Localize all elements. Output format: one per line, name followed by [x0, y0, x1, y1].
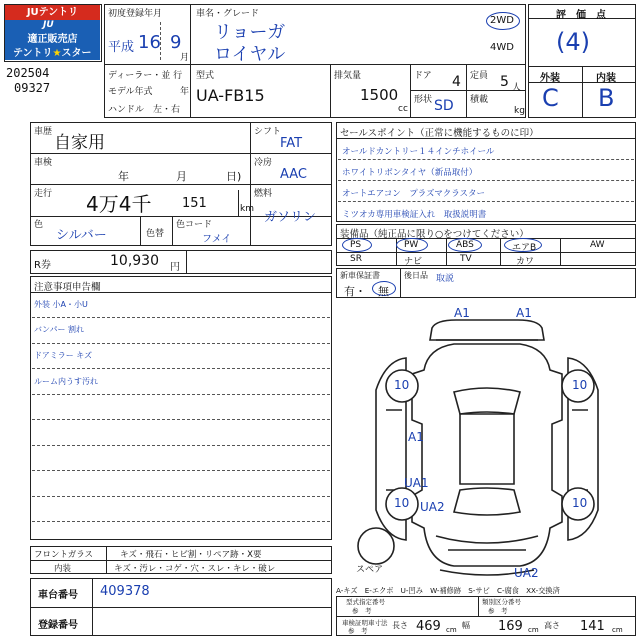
tire-front-right: 10: [572, 378, 588, 392]
width-value: 169: [498, 619, 523, 634]
model-label: 型式: [196, 71, 215, 81]
stock-number: [6, 66, 50, 96]
model-year-label: モデル年式: [108, 87, 153, 97]
selling-points-label: セールスポイント（正常に機能するものに印）: [340, 128, 539, 139]
header-box: [104, 4, 526, 118]
car-grade: ロイヤル: [214, 44, 286, 65]
score-value: (4): [556, 28, 590, 56]
history-value: 自家用: [54, 133, 105, 153]
logo: [4, 4, 102, 62]
kg-unit: kg: [514, 106, 525, 116]
color-change-label: 色替: [146, 229, 165, 239]
equip-pw: PW: [404, 240, 419, 250]
car-name: リョーガ: [214, 22, 286, 43]
note-3: ドアミラー キズ: [34, 351, 93, 360]
width-label: 幅: [462, 621, 470, 630]
manual-value: 取説: [436, 274, 455, 284]
logo-badge: JU: [43, 20, 54, 30]
doors: 4: [452, 74, 461, 90]
equip-leather: カワ: [516, 257, 535, 267]
equip-navi: ナビ: [404, 257, 423, 267]
warranty-value: 有・: [344, 285, 366, 298]
chassis-label: 車台番号: [38, 590, 78, 601]
damage-ua1: UA1: [404, 476, 429, 490]
selling-point-1: オールドカントリー１４インチホイール: [342, 147, 495, 157]
cert-label: 車検証明車寸法: [342, 619, 388, 627]
glass-label: フロントガラス: [34, 550, 93, 560]
mileage: 4万4千: [86, 192, 152, 216]
reg-month: 9: [170, 32, 182, 53]
note-line: [32, 317, 330, 318]
door-label: ドア: [414, 71, 432, 81]
equip-airbag: エアB: [512, 243, 537, 253]
stock-number-line1: 202504: [6, 66, 50, 80]
mileage-label: 走行: [34, 189, 53, 199]
star-icon: ★: [52, 48, 62, 59]
cc-unit: cc: [398, 104, 408, 114]
note-line: [32, 368, 330, 369]
exterior-grade: C: [542, 84, 559, 112]
category-ref: 参 考: [488, 607, 508, 615]
manual-label: 後日品: [404, 271, 428, 280]
notes-label: 注意事項申告欄: [34, 282, 101, 293]
fuel-label: 燃料: [254, 189, 273, 199]
exterior-label: 外装: [540, 73, 560, 84]
stock-number-line2: 09327: [14, 81, 51, 95]
selling-point-3: オートエアコン プラズマクラスター: [342, 189, 486, 199]
name-label: 車名・グレード: [196, 9, 260, 19]
color-code: フメイ: [202, 234, 232, 245]
selling-point-4: ミツオカ専用車検証入れ 取扱説明書: [342, 210, 487, 220]
reg-year: 16: [138, 32, 161, 53]
chassis-number: 409378: [100, 584, 150, 599]
note-4: ルーム内うす汚れ: [34, 377, 98, 386]
recycle-box: [30, 250, 332, 274]
logo-line1: 適正販売店: [27, 34, 78, 45]
ac-label: 冷房: [254, 158, 273, 168]
damage-ua2-rear: UA2: [514, 566, 539, 580]
model-code-label: 型式指定番号: [346, 598, 385, 606]
history-label: 車歴: [34, 127, 53, 137]
note-2: バンパー 割れ: [34, 325, 84, 334]
shape: SD: [434, 98, 454, 114]
fuel-value: ガソリン: [264, 210, 317, 225]
score-label: 評 価 点: [556, 10, 606, 21]
note-line: [32, 394, 330, 395]
logo-line3: スター: [61, 48, 92, 59]
inspection-year: 年: [118, 170, 129, 183]
shift-label: シフト: [254, 127, 282, 137]
inspection-month: 月: [176, 170, 187, 183]
capacity-label: 定員: [470, 71, 489, 81]
drive-2wd: 2WD: [490, 15, 514, 26]
interior-cond-text: キズ・汚レ・コゲ・穴・スレ・キレ・破レ: [114, 564, 276, 574]
recycle-value: 10,930: [110, 253, 159, 269]
color-label: 色: [34, 220, 44, 230]
note-line: [32, 521, 330, 522]
inspection-label: 車検: [34, 158, 53, 168]
damage-a1-top-left: A1: [454, 306, 470, 320]
interior-label: 内装: [596, 73, 616, 84]
recycle-label: R券: [34, 260, 51, 271]
car-diagram: [336, 300, 636, 582]
glass-text: キズ・飛石・ヒビ割・リペア跡・X要: [120, 550, 262, 560]
first-reg-label: 初度登録年月: [108, 9, 163, 19]
year-unit: 年: [180, 87, 190, 97]
note-line: [32, 419, 330, 420]
tire-rear-left: 10: [394, 496, 410, 510]
displacement-label: 排気量: [334, 71, 362, 81]
person-unit: 人: [512, 83, 522, 93]
category-label: 類別区分番号: [482, 598, 521, 606]
logo-brand: JUテントリ: [5, 5, 100, 20]
note-line: [32, 343, 330, 344]
month-unit: 月: [180, 53, 190, 63]
handle-label: ハンドル 左・右: [108, 105, 181, 115]
equip-sr: SR: [350, 254, 362, 264]
inspection-day: 日): [226, 170, 242, 183]
equip-ps: PS: [350, 240, 362, 250]
length-cm: cm: [446, 626, 457, 634]
equip-tv: TV: [460, 254, 472, 264]
tire-front-left: 10: [394, 378, 410, 392]
model-value: UA-FB15: [196, 86, 265, 105]
tire-rear-right: 10: [572, 496, 588, 510]
dealer-label: ディーラー・並 行: [108, 71, 183, 81]
spare-label: スペア: [356, 565, 384, 575]
logo-line2: テントリ: [13, 48, 53, 59]
damage-a1-top-right: A1: [516, 306, 532, 320]
cert-ref: 参 考: [348, 627, 368, 635]
length-label: 長さ: [392, 621, 408, 630]
interior-cond-label: 内装: [54, 564, 72, 574]
notes-box: [30, 276, 332, 540]
reg-number-label: 登録番号: [38, 620, 78, 631]
damage-legend: A-キズ E-エクボ U-凹み W-補修跡 S-サビ C-腐食 XX-交換済: [336, 586, 560, 595]
height-value: 141: [580, 619, 605, 634]
ac-value: AAC: [280, 167, 307, 182]
drive-4wd: 4WD: [490, 42, 514, 53]
warranty-circled: 無: [378, 285, 389, 298]
recycle-unit: 円: [170, 262, 180, 273]
equipment-label: 装備品（純正品に限り○をつけてください）: [340, 229, 529, 240]
equip-abs: ABS: [456, 240, 474, 250]
height-cm: cm: [612, 626, 623, 634]
displacement: 1500: [360, 86, 399, 104]
interior-grade: B: [598, 84, 615, 112]
capacity: 5: [500, 74, 509, 90]
shift-value: FAT: [280, 136, 303, 151]
length-value: 469: [416, 619, 441, 634]
equip-aw: AW: [590, 240, 605, 250]
damage-ua2-side: UA2: [420, 500, 445, 514]
model-code-ref: 参 考: [352, 607, 372, 615]
note-line: [32, 496, 330, 497]
selling-point-2: ホワイトリボンタイヤ（新品取付）: [342, 168, 478, 178]
shape-label: 形状: [414, 95, 433, 105]
damage-a1-side: A1: [408, 430, 424, 444]
color-code-label: 色コード: [176, 220, 213, 230]
note-line: [32, 445, 330, 446]
width-cm: cm: [528, 626, 539, 634]
note-line: [32, 470, 330, 471]
load-label: 積載: [470, 95, 489, 105]
km-unit: km: [240, 204, 254, 214]
era: 平成: [108, 40, 135, 55]
note-1: 外装 小A・小U: [34, 300, 88, 309]
warranty-label: 新車保証書: [340, 271, 380, 280]
mileage-digits: 151: [182, 196, 207, 211]
color-value: シルバー: [56, 228, 107, 243]
height-label: 高さ: [544, 621, 560, 630]
